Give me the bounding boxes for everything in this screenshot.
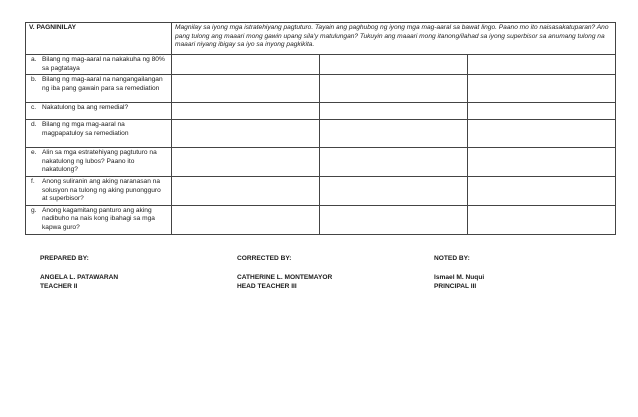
signatories — [40, 254, 600, 304]
row-marker: e. — [31, 149, 37, 157]
corrected-by-name: CATHERINE L. MONTEMAYOR — [237, 274, 333, 281]
row-text: Bilang ng mga mag-aaral na magpapatuloy sa remediation — [42, 121, 129, 137]
table-row — [26, 120, 616, 148]
row-text: Anong kagamitang panturo ang aking nadibuho na nais kong ibahagi sa mga kapwa guro? — [42, 206, 155, 231]
row-text: Bilang ng mag-aaral na nangangailangan ng iba pang gawain para sa remediation — [42, 76, 163, 92]
row-label — [26, 75, 172, 103]
row-text: Nakatulong ba ang remedial? — [42, 104, 129, 112]
blank-cell[interactable] — [320, 148, 468, 177]
noted-by-name: Ismael M. Nuqui — [434, 274, 485, 281]
row-label — [26, 55, 172, 75]
blank-cell[interactable] — [468, 148, 616, 177]
table-row — [26, 205, 616, 234]
table-row — [26, 103, 616, 120]
blank-cell[interactable] — [172, 55, 320, 75]
blank-cell[interactable] — [172, 148, 320, 177]
prepared-by-position: TEACHER II — [40, 283, 78, 290]
blank-cell[interactable] — [468, 75, 616, 103]
table-row — [26, 75, 616, 103]
blank-cell[interactable] — [320, 75, 468, 103]
blank-cell[interactable] — [172, 103, 320, 120]
blank-cell[interactable] — [320, 103, 468, 120]
row-marker: b. — [31, 76, 37, 84]
row-marker: g. — [31, 206, 37, 214]
row-text: Bilang ng mag-aaral na nakakuha ng 80% sa pagtataya — [42, 56, 165, 72]
row-label — [26, 103, 172, 120]
prepared-by-name: ANGELA L. PATAWARAN — [40, 274, 119, 281]
table-row — [26, 176, 616, 205]
corrected-by-position: HEAD TEACHER III — [237, 283, 297, 290]
table-row — [26, 148, 616, 177]
row-label — [26, 148, 172, 177]
row-label — [26, 120, 172, 148]
blank-cell[interactable] — [172, 75, 320, 103]
blank-cell[interactable] — [468, 55, 616, 75]
row-marker: a. — [31, 56, 37, 63]
row-text: Alin sa mga estratehiyang pagtuturo na nakatulong ng lubos? Paano ito nakatulong? — [42, 149, 157, 174]
prepared-by-block — [40, 254, 118, 291]
blank-cell[interactable] — [468, 205, 616, 234]
blank-cell[interactable] — [320, 55, 468, 75]
blank-cell[interactable] — [320, 205, 468, 234]
section-title: V. PAGNINILAY — [26, 23, 172, 55]
blank-cell[interactable] — [320, 120, 468, 148]
row-label — [26, 176, 172, 205]
reflection-table — [25, 22, 616, 235]
table-row — [26, 55, 616, 75]
row-text: Anong suliranin ang aking naranasan na solusyon na tulong ng aking punongguro at superbisor? — [42, 177, 161, 203]
noted-by-position: PRINCIPAL III — [434, 283, 477, 290]
blank-cell[interactable] — [172, 205, 320, 234]
blank-cell[interactable] — [468, 120, 616, 148]
corrected-by-label: CORRECTED BY: — [237, 255, 292, 262]
noted-by-block — [434, 254, 484, 291]
blank-cell[interactable] — [320, 176, 468, 205]
row-marker: c. — [31, 104, 37, 112]
blank-cell[interactable] — [468, 103, 616, 120]
section-header-row — [26, 23, 616, 55]
blank-cell[interactable] — [172, 176, 320, 205]
row-label — [26, 205, 172, 234]
corrected-by-block — [237, 254, 332, 291]
blank-cell[interactable] — [172, 120, 320, 148]
noted-by-label: NOTED BY: — [434, 255, 470, 262]
prepared-by-label: PREPARED BY: — [40, 255, 89, 262]
section-instruction: Magnilay sa iyong mga istratehiyang pagtuturo. Tayain ang paghubog ng iyong mga mag-aaral sa bawat lingo. Paano mo ito naisasakatuparan? Ano pang tulong ang maaari mong gawin upang sila'y matulungan? Tukuyin ang maaari mong itanong/ilahad sa iyong superbisor sa anumang tulong na maaari niyang ibigay sa iyo sa inyong pagkikita. — [172, 23, 616, 55]
row-marker: d. — [31, 121, 37, 129]
row-marker: f. — [31, 177, 35, 185]
blank-cell[interactable] — [468, 176, 616, 205]
